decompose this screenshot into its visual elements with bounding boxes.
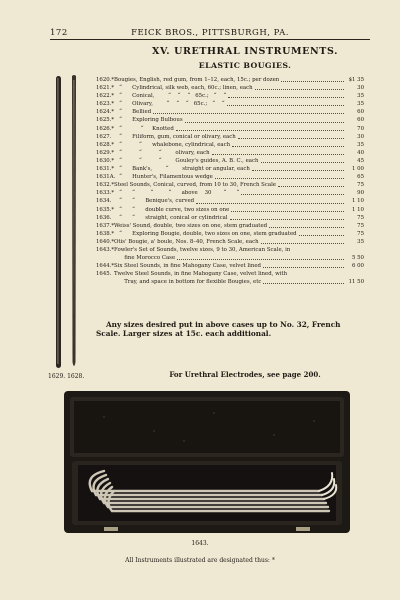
leader-dots bbox=[228, 97, 344, 98]
item-description: fine Morocco Case bbox=[114, 255, 176, 262]
sizes-note: Any sizes desired put in above cases up to No. 32, French Scale. Larger sizes at 15c. each additional. bbox=[96, 320, 341, 338]
item-number: 1643.* bbox=[96, 246, 115, 253]
item-price: 35 bbox=[357, 141, 364, 148]
leader-dots bbox=[196, 203, 344, 204]
item-number: 1622.* bbox=[96, 93, 115, 100]
item-price: 1 10 bbox=[351, 198, 364, 205]
item-description: Twelve Steel Sounds, in fine Mahogany Case, velvet lined, with bbox=[114, 271, 288, 278]
item-description: “ Conical, “ “ “ 65c.; “ “ bbox=[114, 93, 227, 100]
item-price: 1 10 bbox=[351, 206, 364, 213]
item-description: “ “ “ “ above 30 “ “ bbox=[114, 190, 240, 197]
catalog-row bbox=[96, 197, 364, 205]
item-price: 1 00 bbox=[351, 166, 364, 173]
item-price: 75 bbox=[357, 230, 364, 237]
item-description: Fowler's Set of Sounds, twelve sizes, 9 to 30, American Scale, in bbox=[114, 246, 291, 253]
leader-dots bbox=[263, 283, 344, 284]
item-price: 5 50 bbox=[351, 255, 364, 262]
item-description: “ Cylindrical, silk web, each, 60c.; linen, each bbox=[114, 85, 253, 92]
catalog-row bbox=[96, 116, 364, 124]
item-number: 1645. bbox=[96, 271, 112, 278]
filiform-bougies-illustration bbox=[50, 72, 86, 372]
item-price: 35 bbox=[357, 101, 364, 108]
catalog-row bbox=[96, 189, 364, 197]
item-description: “ “ “ Gouley's guides, A. B. C., each bbox=[114, 157, 259, 164]
item-price: 75 bbox=[357, 222, 364, 229]
item-description: “ “ “ olivary, each bbox=[114, 149, 210, 156]
item-price: 30 bbox=[357, 85, 364, 92]
leader-dots bbox=[177, 259, 344, 260]
item-description: “ “ double curve, two sizes on one bbox=[114, 206, 230, 213]
item-description: Six Steel Sounds, in fine Mahogany Case, velvet lined bbox=[114, 263, 261, 270]
catalog-list bbox=[96, 76, 364, 286]
item-description: “ “ Knotted bbox=[114, 125, 174, 132]
leader-dots bbox=[241, 194, 344, 195]
item-price: 40 bbox=[357, 149, 364, 156]
cross-reference: For Urethral Electrodes, see page 200. bbox=[169, 370, 321, 379]
item-number: 1626.* bbox=[96, 125, 115, 132]
item-number: 1640.* bbox=[96, 238, 115, 245]
item-price: 65 bbox=[357, 174, 364, 181]
item-number: 1625.* bbox=[96, 117, 115, 124]
leader-dots bbox=[212, 154, 344, 155]
item-description: “ “ Benique's, curved bbox=[114, 198, 195, 205]
catalog-row bbox=[96, 125, 364, 133]
leader-dots bbox=[215, 178, 344, 179]
catalog-row bbox=[96, 149, 364, 157]
item-description: “ Exploring Bougie, double, two sizes on one, stem graduated bbox=[114, 230, 297, 237]
catalog-row bbox=[96, 278, 364, 286]
catalog-row bbox=[96, 173, 364, 181]
catalog-row bbox=[96, 108, 364, 116]
item-price: 30 bbox=[357, 133, 364, 140]
catalog-row bbox=[96, 230, 364, 238]
catalog-row bbox=[96, 222, 364, 230]
catalog-row bbox=[96, 92, 364, 100]
running-head bbox=[50, 28, 370, 38]
leader-dots bbox=[263, 267, 344, 268]
item-description: “ “ whalebone, cylindrical, each bbox=[114, 141, 231, 148]
item-number: 1624.* bbox=[96, 109, 115, 116]
item-price: 70 bbox=[357, 125, 364, 132]
leader-dots bbox=[299, 235, 344, 236]
item-description: “ Bank's, “ straight or angular, each bbox=[114, 166, 250, 173]
leader-dots bbox=[238, 138, 344, 139]
item-number: 1638.* bbox=[96, 230, 115, 237]
item-description: Otis' Bougie, a' boule, Nos. 8–40, French Scale, each bbox=[114, 238, 259, 245]
leader-dots bbox=[269, 227, 344, 228]
sounds-case-illustration bbox=[64, 391, 350, 533]
figure-caption: 1629. 1628. bbox=[48, 373, 85, 380]
item-description: “ Filiform, gum, conical or olivary, each bbox=[114, 133, 236, 140]
item-number: 1623.* bbox=[96, 101, 115, 108]
leader-dots bbox=[232, 146, 344, 147]
item-price: 60 bbox=[357, 117, 364, 124]
leader-dots bbox=[261, 162, 345, 163]
item-price: 35 bbox=[357, 93, 364, 100]
item-description: “ Hunter's, Filamentous wedge bbox=[114, 174, 213, 181]
case-caption: 1643. bbox=[191, 540, 209, 547]
section-subtitle: ELASTIC BOUGIES. bbox=[198, 61, 292, 70]
item-number: 1637.* bbox=[96, 222, 115, 229]
catalog-row bbox=[96, 100, 364, 108]
illustrated-note: All Instruments illustrated are designated thus: * bbox=[125, 557, 275, 564]
catalog-row bbox=[96, 246, 364, 254]
item-number: 1631A. bbox=[96, 174, 116, 181]
item-description: Tray, and space in bottom for flexible Bougies, etc bbox=[114, 279, 262, 286]
item-price: 75 bbox=[357, 182, 364, 189]
catalog-row bbox=[96, 84, 364, 92]
item-price: 45 bbox=[357, 157, 364, 164]
item-description: “ Bellied bbox=[114, 109, 152, 116]
item-number: 1627. bbox=[96, 133, 112, 140]
item-number: 1630.* bbox=[96, 157, 115, 164]
catalog-row bbox=[96, 141, 364, 149]
item-description: Steel Sounds, Conical, curved, from 10 to 30, French Scale bbox=[114, 182, 276, 189]
leader-dots bbox=[230, 219, 344, 220]
item-price: 90 bbox=[357, 190, 364, 197]
item-number: 1632.* bbox=[96, 182, 115, 189]
item-number: 1621.* bbox=[96, 85, 115, 92]
item-number: 1629.* bbox=[96, 149, 115, 156]
leader-dots bbox=[176, 130, 344, 131]
catalog-row bbox=[96, 254, 364, 262]
catalog-row bbox=[96, 238, 364, 246]
catalog-row bbox=[96, 76, 364, 84]
item-description: Bougies, English, red gum, from 1–12, each, 15c.; per dozen bbox=[114, 77, 280, 83]
catalog-row bbox=[96, 133, 364, 141]
catalog-row bbox=[96, 270, 364, 278]
item-price: 60 bbox=[357, 109, 364, 116]
item-number: 1635.* bbox=[96, 206, 115, 213]
catalog-row bbox=[96, 206, 364, 214]
item-description: Weiss' Sound, double, two sizes on one, stem graduated bbox=[114, 222, 268, 229]
item-price: 75 bbox=[357, 214, 364, 221]
leader-dots bbox=[231, 211, 344, 212]
leader-dots bbox=[255, 89, 344, 90]
item-number: 1636. bbox=[96, 214, 112, 221]
header-rule bbox=[50, 39, 370, 40]
item-number: 1631.* bbox=[96, 166, 115, 173]
item-price: 11 50 bbox=[348, 279, 364, 286]
leader-dots bbox=[227, 105, 344, 106]
catalog-row bbox=[96, 214, 364, 222]
catalog-row bbox=[96, 181, 364, 189]
catalog-row bbox=[96, 262, 364, 270]
page-number: 172 bbox=[50, 28, 68, 38]
item-price: $1 35 bbox=[348, 77, 364, 83]
item-description: “ Exploring Bulbous bbox=[114, 117, 183, 124]
section-title: XV. URETHRAL INSTRUMENTS. bbox=[152, 46, 338, 57]
publisher-header: FEICK BROS., PITTSBURGH, PA. bbox=[131, 28, 289, 38]
item-number: 1620.* bbox=[96, 77, 115, 83]
catalog-row bbox=[96, 165, 364, 173]
leader-dots bbox=[278, 186, 344, 187]
leader-dots bbox=[281, 81, 344, 82]
item-number: 1633.* bbox=[96, 190, 115, 197]
leader-dots bbox=[185, 122, 344, 123]
item-number: 1628.* bbox=[96, 141, 115, 148]
item-description: “ Olivary, “ “ “ 65c.; “ “ bbox=[114, 101, 225, 108]
leader-dots bbox=[252, 170, 344, 171]
leader-dots bbox=[153, 113, 344, 114]
item-price: 6 00 bbox=[351, 263, 364, 270]
item-number: 1634. bbox=[96, 198, 112, 205]
item-price: 35 bbox=[357, 238, 364, 245]
catalog-row bbox=[96, 157, 364, 165]
item-number: 1644.* bbox=[96, 263, 115, 270]
leader-dots bbox=[261, 243, 344, 244]
item-description: “ “ straight, conical or cylindrical bbox=[114, 214, 228, 221]
